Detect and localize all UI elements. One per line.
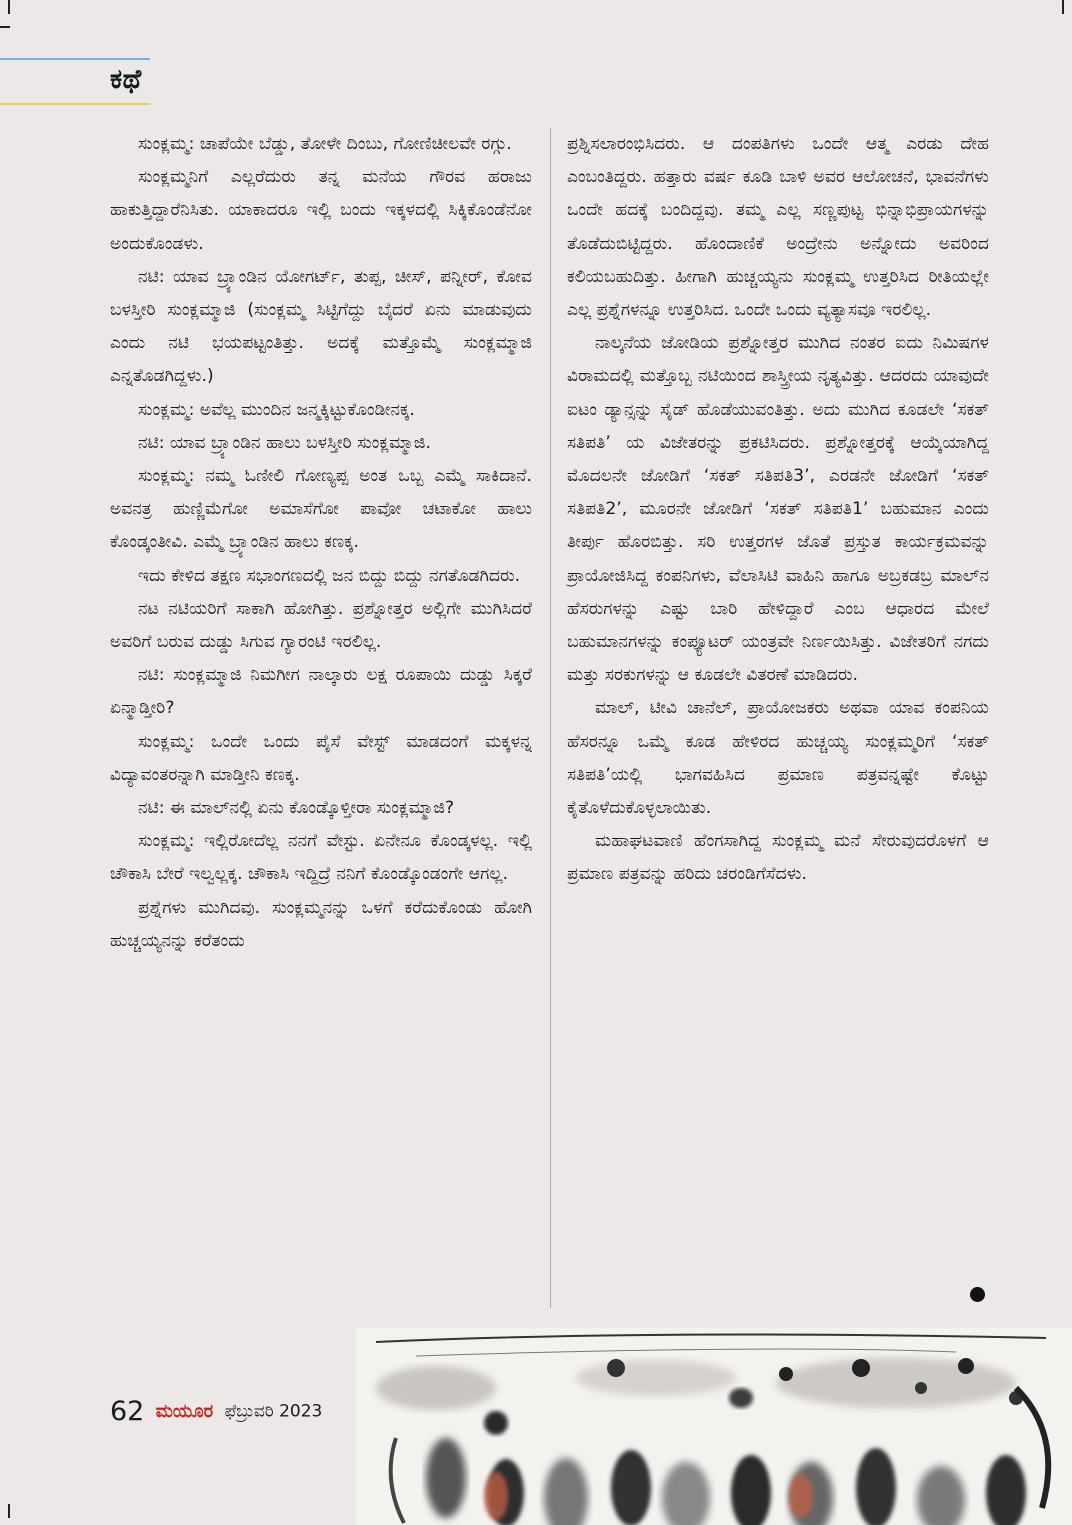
paragraph: ನಟಿ: ಈ ಮಾಲ್‌ನಲ್ಲಿ ಏನು ಕೊಂಡ್ಕೊಳ್ತೀರಾ ಸುಂಕ್ಲಮ್ಮಾಜಿ? <box>138 798 455 819</box>
page-footer <box>110 1396 322 1427</box>
column-divider <box>550 128 551 1308</box>
right-column <box>567 128 989 892</box>
paragraph: ನಟಿ: ಸುಂಕ್ಲಮ್ಮಾಜಿ ನಿಮಗೀಗ ನಾಲ್ಕಾರು ಲಕ್ಷ ರೂಪಾಯಿ ದುಡ್ಡು ಸಿಕ್ಕರೆ ಏನ್ಮಾಡ್ತೀರಿ? <box>110 665 532 719</box>
paragraph: ಸುಂಕ್ಲಮ್ಮ: ಇಲ್ಲಿರೋದೆಲ್ಲ ನನಗೆ ವೇಸ್ಟು. ಏನೇನೂ ಕೊಂಡ್ಕಳಲ್ಲ. ಇಲ್ಲಿ ಚೌಕಾಸಿ ಬೇರೆ ಇಲ್ವಲ್ಲಕ್ಕ. ಚೌಕಾಸಿ ಇದ್ದಿದ್ರೆ ನನಿಗೆ ಕೊಂಡ್ಕೊಂಡಂಗೇ ಆಗಲ್ಲ. <box>110 831 532 885</box>
paragraph: ಸುಂಕ್ಲಮ್ಮ: ನಮ್ಮ ಓಣೀಲಿ ಗೋಣ್ಯಪ್ಪ ಅಂತ ಒಬ್ಬ ಎಮ್ಮೆ ಸಾಕಿದಾನೆ. ಅವನತ್ರ ಹುಣ್ಣಿಮೆಗೋ ಅಮಾಸೆಗೋ ಪಾವೋ ಚಟಾಕೋ ಹಾಲು ಕೊಂಡ್ಕಂತೀವಿ. ಎಮ್ಮೆ ಬ್ರ್ಯಾಂಡಿನ ಹಾಲು ಕಣಕ್ಕ. <box>110 466 532 553</box>
magazine-name: ಮಯೂರ <box>155 1401 214 1422</box>
issue-date: ಫೆಬ್ರುವರಿ 2023 <box>224 1401 323 1422</box>
paragraph: ಪ್ರಶ್ನಿಸಲಾರಂಭಿಸಿದರು. ಆ ದಂಪತಿಗಳು ಒಂದೇ ಆತ್ಮ ಎರಡು ದೇಹ ಎಂಬಂತಿದ್ದರು. ಹತ್ತಾರು ವರ್ಷ ಕೂಡಿ ಬಾಳಿ ಅವರ ಆಲೋಚನೆ, ಭಾವನೆಗಳು ಒಂದೇ ಹದಕ್ಕೆ ಬಂದಿದ್ದವು. ತಮ್ಮ ಎಲ್ಲ ಸಣ್ಣಪುಟ್ಟ ಭಿನ್ನಾಭಿಪ್ರಾಯಗಳನ್ನು ತೊಡೆದುಬಿಟ್ಟಿದ್ದರು. ಹೊಂದಾಣಿಕೆ ಅಂದ್ರೇನು ಅನ್ನೋದು ಅವರಿಂದ ಕಲಿಯಬಹುದಿತ್ತು. ಹೀಗಾಗಿ ಹುಚ್ಚಯ್ಯನು ಸುಂಕ್ಲಮ್ಮ ಉತ್ತರಿಸಿದ ರೀತಿಯಲ್ಲೇ ಎಲ್ಲ ಪ್ರಶ್ನೆಗಳನ್ನೂ ಉತ್ತರಿಸಿದ. ಒಂದೇ ಒಂದು ವ್ಯತ್ಯಾಸವೂ ಇರಲಿಲ್ಲ. <box>567 134 989 321</box>
crop-mark-top-left <box>8 0 10 14</box>
paragraph: ಸುಂಕ್ಲಮ್ಮ: ಅವೆಲ್ಲ ಮುಂದಿನ ಜನ್ಮಕ್ಕಿಟ್ಟುಕೊಂಡೀನಕ್ಕ. <box>138 399 415 420</box>
paragraph: ಪ್ರಶ್ನೆಗಳು ಮುಗಿದವು. ಸುಂಕ್ಲಮ್ಮನನ್ನು ಒಳಗೆ ಕರೆದುಕೊಂಡು ಹೋಗಿ ಹುಚ್ಚಯ್ಯನನ್ನು ಕರೆತಂದು <box>110 897 532 951</box>
paragraph: ಮಾಲ್, ಟೀವಿ ಚಾನೆಲ್, ಪ್ರಾಯೋಜಕರು ಅಥವಾ ಯಾವ ಕಂಪನಿಯ ಹೆಸರನ್ನೂ ಒಮ್ಮೆ ಕೂಡ ಹೇಳಿರದ ಹುಚ್ಚಯ್ಯ ಸುಂಕ್ಲಮ್ಮರಿಗೆ ‘ಸಕತ್ ಸತಿಪತಿ’ಯಲ್ಲಿ ಭಾಗವಹಿಸಿದ ಪ್ರಮಾಣ ಪತ್ರವನ್ನಷ್ಟೇ ಕೊಟ್ಟು ಕೈತೊಳೆದುಕೊಳ್ಳಲಾಯಿತು. <box>567 698 989 819</box>
crop-mark-top-right <box>1062 0 1064 14</box>
crop-mark-bottom-left <box>8 1504 10 1518</box>
section-rule-top <box>0 58 150 60</box>
paragraph: ಸುಂಕ್ಲಮ್ಮ: ಒಂದೇ ಒಂದು ಪೈಸೆ ವೇಸ್ಟ್ ಮಾಡದಂಗೆ ಮಕ್ಕಳನ್ನ ವಿದ್ಯಾವಂತರನ್ನಾಗಿ ಮಾಡ್ತೀನಿ ಕಣಕ್ಕ. <box>110 731 532 785</box>
crop-mark-left-mid <box>0 26 10 28</box>
paragraph: ಸುಂಕ್ಲಮ್ಮನಿಗೆ ಎಲ್ಲರೆದುರು ತನ್ನ ಮನೆಯ ಗೌರವ ಹರಾಜು ಹಾಕುತ್ತಿದ್ದಾರೆನಿಸಿತು. ಯಾಕಾದರೂ ಇಲ್ಲಿ ಬಂದು ಇಕ್ಕಳದಲ್ಲಿ ಸಿಕ್ಕಿಕೊಂಡೆನೋ ಅಂದುಕೊಂಡಳು. <box>110 167 532 254</box>
page-number: 62 <box>110 1396 145 1427</box>
paragraph: ಇದು ಕೇಳಿದ ತಕ್ಷಣ ಸಭಾಂಗಣದಲ್ಲಿ ಜನ ಬಿದ್ದು ಬಿದ್ದು ನಗತೊಡಗಿದರು. <box>138 565 521 586</box>
paragraph: ನಟ ನಟಿಯರಿಗೆ ಸಾಕಾಗಿ ಹೋಗಿತ್ತು. ಪ್ರಶ್ನೋತ್ತರ ಅಲ್ಲಿಗೇ ಮುಗಿಸಿದರೆ ಅವರಿಗೆ ಬರುವ ದುಡ್ಡು ಸಿಗುವ ಗ್ಯಾರಂಟಿ ಇರಲಿಲ್ಲ. <box>110 598 532 653</box>
section-rule-bottom <box>0 103 150 105</box>
paragraph: ನಾಲ್ಕನೆಯ ಜೋಡಿಯ ಪ್ರಶ್ನೋತ್ತರ ಮುಗಿದ ನಂತರ ಐದು ನಿಮಿಷಗಳ ವಿರಾಮದಲ್ಲಿ ಮತ್ತೊಬ್ಬ ನಟಿಯಿಂದ ಶಾಸ್ತ್ರೀಯ ನೃತ್ಯವಿತ್ತು. ಆದರದು ಯಾವುದೇ ಐಟಂ ಡ್ಯಾನ್ಸನ್ನು ಸೈಡ್ ಹೊಡೆಯುವಂತಿತ್ತು. ಅದು ಮುಗಿದ ಕೂಡಲೇ ‘ಸಕತ್ ಸತಿಪತಿ’ ಯ ವಿಜೇತರನ್ನು ಪ್ರಕಟಿಸಿದರು. ಪ್ರಶ್ನೋತ್ತರಕ್ಕೆ ಆಯ್ಕೆಯಾಗಿದ್ದ ಮೊದಲನೇ ಜೋಡಿಗೆ ‘ಸಕತ್ ಸತಿಪತಿ3’, ಎರಡನೇ ಜೋಡಿಗೆ ‘ಸಕತ್ ಸತಿಪತಿ2’, ಮೂರನೇ ಜೋಡಿಗೆ ‘ಸಕತ್ ಸತಿಪತಿ1’ ಬಹುಮಾನ ಎಂದು ತೀರ್ಪು ಹೊರಬಿತ್ತು. ಸರಿ ಉತ್ತರಗಳ ಜೊತೆ ಪ್ರಸ್ತುತ ಕಾರ್ಯಕ್ರಮವನ್ನು ಪ್ರಾಯೋಜಿಸಿದ್ದ ಕಂಪನಿಗಳು, ವೆಲಾಸಿಟಿ ವಾಹಿನಿ ಹಾಗೂ ಅಬ್ರಕಡಬ್ರ ಮಾಲ್‌ನ ಹೆಸರುಗಳನ್ನು ಎಷ್ಟು ಬಾರಿ ಹೇಳಿದ್ದಾರೆ ಎಂಬ ಆಧಾರದ ಮೇಲೆ ಬಹುಮಾನಗಳನ್ನು ಕಂಪ್ಯೂಟರ್ ಯಂತ್ರವೇ ನಿರ್ಣಯಿಸಿತ್ತು. ವಿಜೇತರಿಗೆ ನಗದು ಮತ್ತು ಸರಕುಗಳನ್ನು ಆ ಕೂಡಲೇ ವಿತರಣೆ ಮಾಡಿದರು. <box>567 333 989 686</box>
paragraph: ಸುಂಕ್ಲಮ್ಮ: ಚಾಪೆಯೇ ಬೆಡ್ಡು, ತೋಳೇ ದಿಂಬು, ಗೋಣಿಚೀಲವೇ ರಗ್ಗು. <box>138 134 512 154</box>
ink-wash-illustration <box>356 1328 1072 1525</box>
paragraph: ನಟಿ: ಯಾವ ಬ್ರ್ಯಾಂಡಿನ ಹಾಲು ಬಳಸ್ತೀರಿ ಸುಂಕ್ಲಮ್ಮಾಜಿ. <box>138 432 431 453</box>
paragraph: ನಟಿ: ಯಾವ ಬ್ರ್ಯಾಂಡಿನ ಯೋಗರ್ಟ್, ತುಪ್ಪ, ಚೀಸ್, ಪನ್ನೀರ್, ಕೋವ ಬಳಸ್ತೀರಿ ಸುಂಕ್ಲಮ್ಮಾಜಿ (ಸುಂಕ್ಲಮ್ಮ ಸಿಟ್ಟಿಗೆದ್ದು ಬೈದರೆ ಏನು ಮಾಡುವುದು ಎಂದು ನಟಿ ಭಯಪಟ್ಟಂತಿತ್ತು. ಅದಕ್ಕೆ ಮತ್ತೊಮ್ಮೆ ಸುಂಕ್ಲಮ್ಮಾಜಿ ಎನ್ನತೊಡಗಿದ್ದಳು.) <box>110 266 532 387</box>
paragraph: ಮಹಾಘಟವಾಣಿ ಹೆಂಗಸಾಗಿದ್ದ ಸುಂಕ್ಲಮ್ಮ ಮನೆ ಸೇರುವುದರೊಳಗೆ ಆ ಪ್ರಮಾಣ ಪತ್ರವನ್ನು ಹರಿದು ಚರಂಡಿಗೆಸೆದಳು. <box>567 831 989 885</box>
end-of-story-dot <box>970 1287 985 1302</box>
section-title: ಕಥೆ <box>110 64 142 95</box>
left-column <box>110 128 532 958</box>
